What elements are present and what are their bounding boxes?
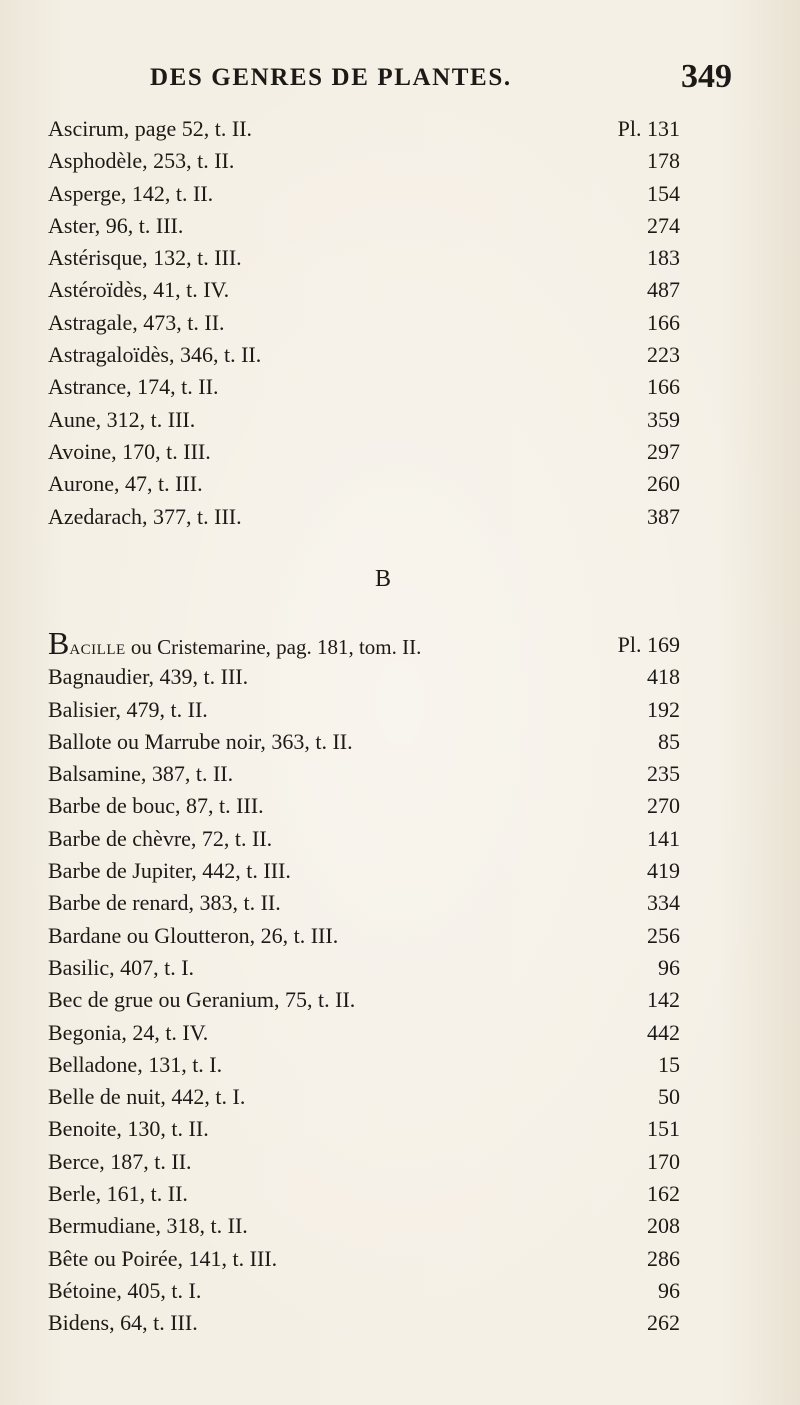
page-header — [150, 60, 750, 100]
index-entry — [48, 468, 680, 500]
index-entry — [48, 404, 680, 436]
entry-name: Barbe de Jupiter, 442, t. III. — [48, 858, 291, 884]
entry-name: Barbe de bouc, 87, t. III. — [48, 793, 264, 819]
index-entry — [48, 113, 680, 145]
index-entry — [48, 371, 680, 403]
index-entry — [48, 307, 680, 339]
entry-name: Aster, 96, t. III. — [48, 212, 184, 238]
entry-plate: 223 — [647, 342, 680, 368]
entry-plate: 178 — [647, 148, 680, 174]
entry-name: Barbe de renard, 383, t. II. — [48, 890, 281, 916]
entry-smallcaps: acille — [69, 635, 126, 659]
entry-name: Belle de nuit, 442, t. I. — [48, 1084, 246, 1110]
entry-plate: 387 — [647, 503, 680, 529]
page-number: 349 — [681, 58, 732, 95]
entry-name: Barbe de chèvre, 72, t. II. — [48, 825, 273, 851]
index-entry — [48, 242, 680, 274]
entry-name: Balisier, 479, t. II. — [48, 696, 208, 722]
entry-name: Azedarach, 377, t. III. — [48, 503, 242, 529]
entry-plate: 297 — [647, 438, 680, 464]
entry-name: Astéroïdès, 41, t. IV. — [48, 277, 230, 303]
entry-name: Basilic, 407, t. I. — [48, 954, 195, 980]
entry-name: Bidens, 64, t. III. — [48, 1310, 198, 1336]
entry-name: Bardane ou Gloutteron, 26, t. III. — [48, 922, 339, 948]
entry-plate: 96 — [658, 1277, 680, 1303]
entry-name: Bagnaudier, 439, t. III. — [48, 664, 249, 690]
index-entry — [48, 625, 680, 661]
entry-plate: 256 — [647, 922, 680, 948]
index-entry — [48, 1081, 680, 1113]
index-entry — [48, 436, 680, 468]
entry-plate: 183 — [647, 245, 680, 271]
index-entry — [48, 1017, 680, 1049]
entry-name: Bec de grue ou Geranium, 75, t. II. — [48, 987, 356, 1013]
entry-name: Belladone, 131, t. I. — [48, 1051, 223, 1077]
index-entry — [48, 1307, 680, 1339]
entry-plate: 262 — [647, 1310, 680, 1336]
entry-name: Asphodèle, 253, t. II. — [48, 148, 235, 174]
entry-plate: 359 — [647, 406, 680, 432]
entry-plate: 166 — [647, 374, 680, 400]
entry-plate: 418 — [647, 664, 680, 690]
entry-name: Berle, 161, t. II. — [48, 1181, 188, 1207]
entry-plate: 50 — [658, 1084, 680, 1110]
entry-plate: 154 — [647, 180, 680, 206]
entry-name: Astragaloïdès, 346, t. II. — [48, 342, 262, 368]
index-entry — [48, 274, 680, 306]
entry-name: Begonia, 24, t. IV. — [48, 1019, 209, 1045]
drop-cap: B — [48, 625, 70, 661]
entry-plate: 142 — [647, 987, 680, 1013]
index-entry — [48, 887, 680, 919]
entry-plate: 170 — [647, 1148, 680, 1174]
index-entry — [48, 952, 680, 984]
index-entry — [48, 1146, 680, 1178]
index-entry — [48, 145, 680, 177]
entry-plate: 162 — [647, 1181, 680, 1207]
entry-plate: 141 — [647, 825, 680, 851]
index-entry — [48, 1243, 680, 1275]
entry-plate: 419 — [647, 858, 680, 884]
index-entry — [48, 1049, 680, 1081]
index-entry — [48, 1113, 680, 1145]
entry-name: Asperge, 142, t. II. — [48, 180, 214, 206]
index-entry — [48, 920, 680, 952]
index-entry — [48, 823, 680, 855]
section-letter-b: B — [375, 566, 392, 592]
index-entry — [48, 694, 680, 726]
entry-name: Aune, 312, t. III. — [48, 406, 196, 432]
entry-name: Berce, 187, t. II. — [48, 1148, 192, 1174]
index-entry — [48, 501, 680, 533]
entry-plate: 286 — [647, 1245, 680, 1271]
entry-name: Bermudiane, 318, t. II. — [48, 1213, 248, 1239]
entry-name: Astragale, 473, t. II. — [48, 309, 225, 335]
index-group-a — [48, 113, 680, 533]
index-entry — [48, 1275, 680, 1307]
entry-name: Balsamine, 387, t. II. — [48, 761, 234, 787]
entry-plate: 208 — [647, 1213, 680, 1239]
entry-plate: Pl. 169 — [617, 632, 680, 657]
entry-plate: 442 — [647, 1019, 680, 1045]
entry-name: Astrance, 174, t. II. — [48, 374, 219, 400]
entry-name: Ascirum, page 52, t. II. — [48, 116, 253, 141]
index-entry — [48, 790, 680, 822]
entry-name: Bétoine, 405, t. I. — [48, 1277, 202, 1303]
index-entry — [48, 178, 680, 210]
entry-plate: 151 — [647, 1116, 680, 1142]
entry-plate: 274 — [647, 212, 680, 238]
entry-name: Ballote ou Marrube noir, 363, t. II. — [48, 728, 353, 754]
entry-plate: 192 — [647, 696, 680, 722]
entry-plate: 334 — [647, 890, 680, 916]
entry-name — [48, 625, 422, 663]
index-entry — [48, 339, 680, 371]
index-entry — [48, 1178, 680, 1210]
index-entry — [48, 726, 680, 758]
index-entry — [48, 661, 680, 693]
entry-plate: 85 — [658, 728, 680, 754]
entry-plate: 96 — [658, 954, 680, 980]
entry-name: Bête ou Poirée, 141, t. III. — [48, 1245, 278, 1271]
entry-name: Avoine, 170, t. III. — [48, 438, 211, 464]
entry-rest: ou Cristemarine, pag. 181, tom. II. — [125, 635, 422, 659]
index-group-b — [48, 625, 680, 1340]
index-entry — [48, 1210, 680, 1242]
entry-plate: 166 — [647, 309, 680, 335]
entry-name: Benoite, 130, t. II. — [48, 1116, 209, 1142]
entry-plate: Pl. 131 — [617, 116, 680, 141]
entry-name: Astérisque, 132, t. III. — [48, 245, 242, 271]
index-entry — [48, 855, 680, 887]
entry-plate: 270 — [647, 793, 680, 819]
entry-name: Aurone, 47, t. III. — [48, 471, 203, 497]
running-title: DES GENRES DE PLANTES. — [150, 64, 512, 91]
entry-plate: 15 — [658, 1051, 680, 1077]
entry-plate: 235 — [647, 761, 680, 787]
entry-plate: 260 — [647, 471, 680, 497]
index-entry — [48, 210, 680, 242]
index-entry — [48, 984, 680, 1016]
index-entry — [48, 758, 680, 790]
entry-plate: 487 — [647, 277, 680, 303]
